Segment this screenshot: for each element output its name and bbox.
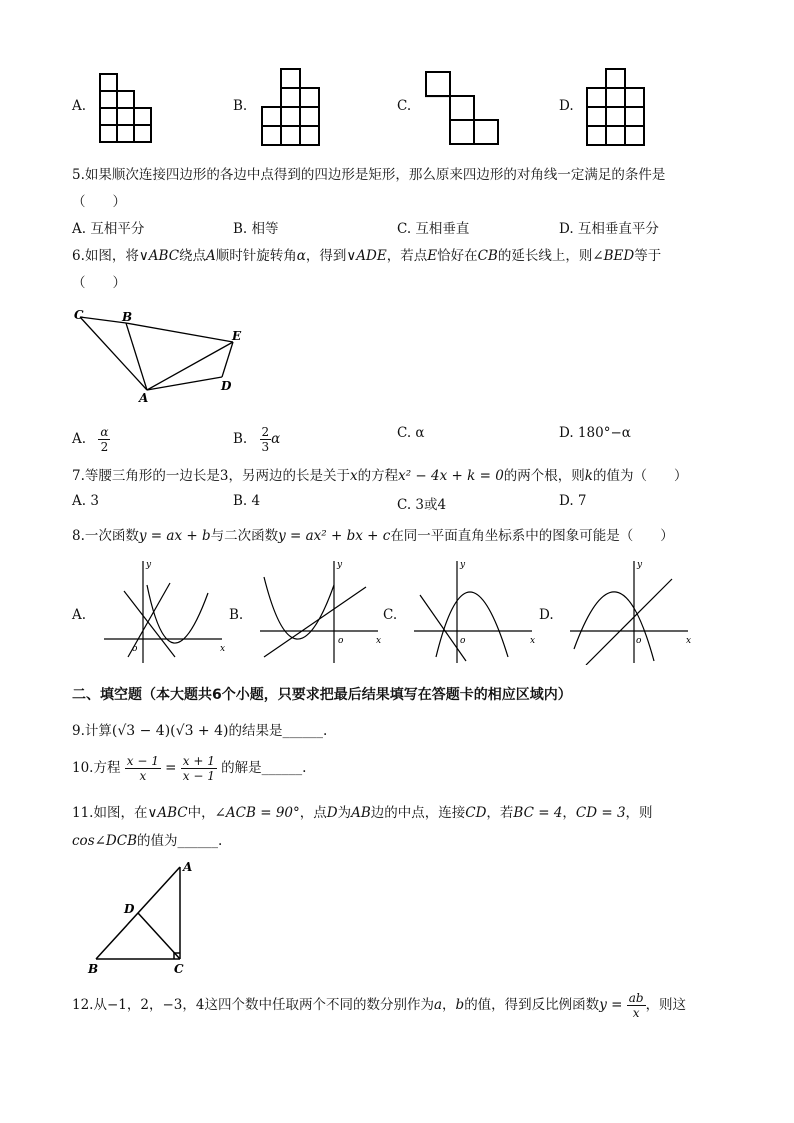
q4-option-b-label: B.	[233, 98, 248, 114]
q5-option-d: D. 互相垂直平分	[559, 221, 659, 237]
q5-option-a: A. 互相平分	[72, 221, 145, 237]
q5-option-c: C. 互相垂直	[397, 221, 470, 237]
q11-stem-line1: 11.如图，在∨ABC中，∠ACB = 90°，点D为AB边的中点，连接CD，若BC = 4，CD = 3，则	[72, 805, 653, 821]
q11-label-b: B	[88, 962, 99, 976]
q6-option-b: B. $\frac{2}{3}$ α	[233, 425, 281, 454]
q8-graph-a	[100, 557, 230, 665]
q8d-axis-x: x	[686, 636, 692, 646]
q8-stem: 8.一次函数y = ax + b与二次函数y = ax² + bx + c在同一平面直角坐标系中的图象可能是（ ）	[72, 528, 674, 544]
q9-stem: 9.计算(√3 − 4)(√3 + 4)的结果是______.	[72, 723, 328, 739]
q4-figure-d	[585, 67, 649, 147]
q4-figure-c	[424, 70, 500, 146]
section-2-heading: 二、填空题（本大题共6个小题，只要求把最后结果填写在答题卡的相应区域内）	[72, 687, 572, 703]
q6-label-a: A	[139, 391, 149, 405]
q8-graph-b	[256, 557, 386, 665]
q8-graph-c	[410, 557, 540, 665]
q11-stem-line2: cos∠DCB的值为______.	[72, 833, 223, 849]
q8a-origin: o	[132, 644, 138, 654]
q6-label-e: E	[232, 329, 242, 343]
q5-stem: 5.如果顺次连接四边形的各边中点得到的四边形是矩形，那么原来四边形的对角线一定满足的条件是	[72, 167, 666, 183]
q12-stem: 12.从−1，2，−3，4这四个数中任取两个不同的数分别作为a，b的值，得到反比例函数y = $\frac{ab}{x}$ ，则这	[72, 991, 687, 1020]
q8a-axis-x: x	[220, 644, 226, 654]
q11-label-a: A	[183, 860, 193, 874]
q8c-axis-y: y	[460, 560, 466, 570]
q8b-axis-x: x	[376, 636, 382, 646]
q7-option-a: A. 3	[72, 493, 99, 509]
q6-option-d: D. 180°−α	[559, 425, 631, 441]
q4-figure-b	[260, 67, 322, 147]
q8-option-a-label: A.	[72, 607, 87, 623]
q7-option-b: B. 4	[233, 493, 261, 509]
q6-answer-paren: （ ）	[72, 275, 126, 291]
q4-option-a-label: A.	[72, 98, 87, 114]
q6-option-c: C. α	[397, 425, 425, 441]
q8c-origin: o	[460, 636, 466, 646]
q6-label-b: B	[122, 310, 133, 324]
q4-option-d-label: D.	[559, 98, 574, 114]
q11-label-c: C	[174, 962, 184, 976]
q6-label-d: D	[221, 379, 232, 393]
q8d-origin: o	[636, 636, 642, 646]
q5-option-b: B. 相等	[233, 221, 279, 237]
q7-stem: 7.等腰三角形的一边长是3，另两边的长是关于x的方程x² − 4x + k = 0的两个根，则k的值为（ ）	[72, 468, 688, 484]
q7-option-d: D. 7	[559, 493, 587, 509]
q11-figure	[84, 857, 204, 979]
q8b-origin: o	[338, 636, 344, 646]
q8b-axis-y: y	[337, 560, 343, 570]
q8-graph-d	[566, 557, 696, 665]
q4-figure-a	[98, 72, 154, 144]
q6-figure	[70, 305, 250, 405]
q8-option-d-label: D.	[539, 607, 554, 623]
q5-answer-paren: （ ）	[72, 194, 126, 210]
q4-option-c-label: C.	[397, 98, 412, 114]
q8c-axis-x: x	[530, 636, 536, 646]
q7-option-c: C. 3或4	[397, 497, 447, 513]
q6-stem: 6.如图，将∨ABC绕点A顺时针旋转角α，得到∨ADE，若点E恰好在CB的延长线上，则∠BED等于	[72, 248, 662, 264]
q8-option-c-label: C.	[383, 607, 398, 623]
q8a-axis-y: y	[146, 560, 152, 570]
q6-option-a: A. $\frac{\alpha}{2}$	[72, 425, 109, 454]
q6-label-c: C	[74, 308, 84, 322]
q11-label-d: D	[124, 902, 135, 916]
q8-option-b-label: B.	[229, 607, 244, 623]
q10-stem: 10.方程 $\frac{x - 1}{x}$ = $\frac{x + 1}{x - 1}$ 的解是______.	[72, 754, 307, 783]
q8d-axis-y: y	[637, 560, 643, 570]
